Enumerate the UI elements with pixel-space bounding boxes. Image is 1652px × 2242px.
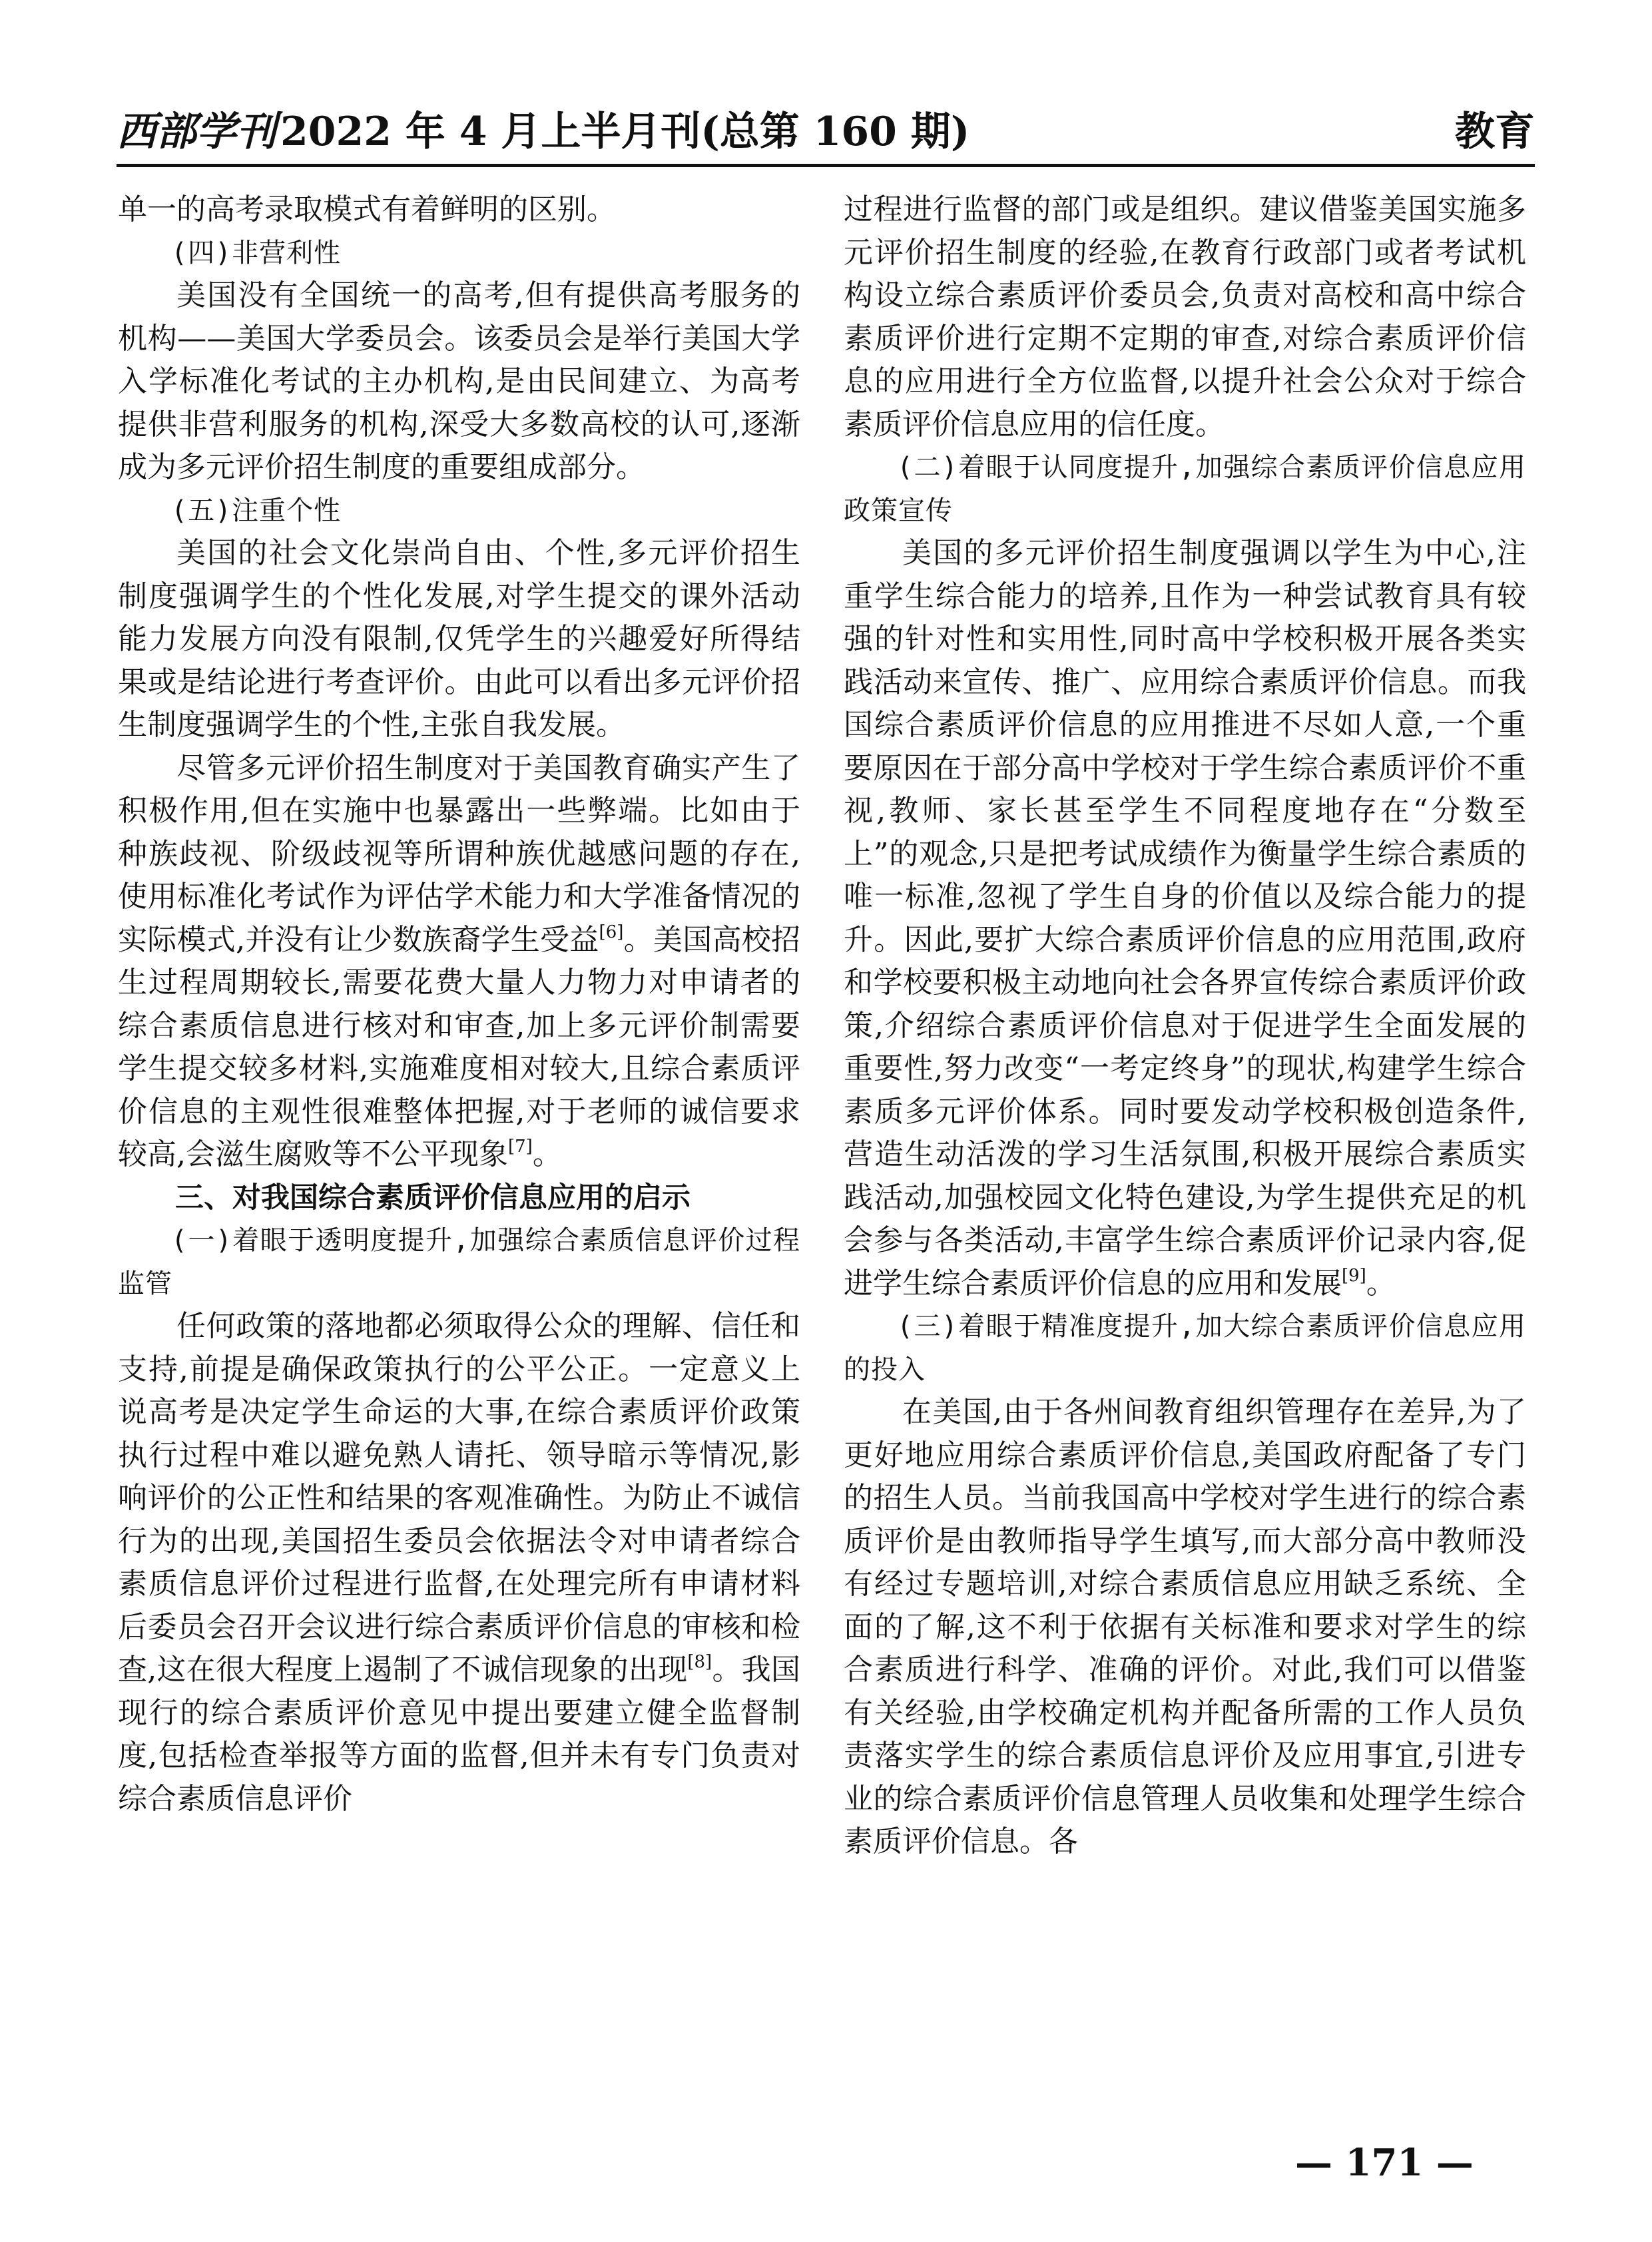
section-label: 教育 [1455,109,1535,155]
paragraph-text: 。 [532,1137,562,1171]
journal-title [117,105,969,158]
paragraph: 单一的高考录取模式有着鲜明的区别。 [118,192,616,226]
paragraph-text: 美国的多元评价招生制度强调以学生为中心,注重学生综合能力的培养,且作为一种尝试教育具有较强的针对性和实用性,同时高中学校积极开展各类实践活动来宣传、推广、应用综合素质评价信息。而我国综合素质评价信息的应用推进不尽如人意,一个重要原因在于部分高中学校对于学生综合素质评价不重视,教师、家长甚至学生不同程度地存在“分数至上”的观念,只是把考试成绩作为衡量学生综合素质的唯一标准,忽视了学生自身的价值以及综合能力的提升。因此,要扩大综合素质评价信息的应用范围,政府和学校要积极主动地向社会各界宣传综合素质评价政策,介绍综合素质评价信息对于促进学生全面发展的重要性,努力改变“一考定终身”的现状,构建学生综合素质多元评价体系。同时要发动学校积极创造条件,营造生动活泼的学习生活氛围,积极开展综合素质实践活动,加强校园文化特色建设,为学生提供充足的机会参与各类活动,丰富学生综合素质评价记录内容,促进学生综合素质评价信息的应用和发展 [844,536,1526,1300]
citation: [6] [599,922,624,942]
right-column [844,188,1526,1864]
journal-logo: 西部学刊 [117,109,276,155]
paragraph: 过程进行监督的部门或是组织。建议借鉴美国实施多元评价招生制度的经验,在教育行政部门或者考试机构设立综合素质评价委员会,负责对高校和高中综合素质评价进行定期不定期的审查,对综合素质评价信息的应用进行全方位监督,以提升社会公众对于综合素质评价信息应用的信任度。 [844,192,1526,441]
paragraph [118,747,800,1177]
running-header [117,105,1535,158]
section-heading: 三、对我国综合素质评价信息应用的启示 [175,1181,690,1215]
paragraph: 在美国,由于各州间教育组织管理存在差异,为了更好地应用综合素质评价信息,美国政府配备了专门的招生人员。当前我国高中学校对学生进行的综合素质评价是由教师指导学生填写,而大部分高中教师没有经过专题培训,对综合素质信息应用缺乏系统、全面的了解,这不利于依据有关标准和要求对学生的综合素质进行科学、准确的评价。对此,我们可以借鉴有关经验,由学校确定机构并配备所需的工作人员负责落实学生的综合素质信息评价及应用事宜,引进专业的综合素质评价信息管理人员收集和处理学生综合素质评价信息。各 [844,1395,1526,1858]
subsection-heading: (四)非营利性 [171,237,342,268]
paragraph-text: 。美国高校招生过程周期较长,需要花费大量人力物力对申请者的综合素质信息进行核对和审查,加上多元评价制需要学生提交较多材料,实施难度相对较大,且综合素质评价信息的主观性很难整体把握,对于老师的诚信要求较高,会滋生腐败等不公平现象 [118,922,800,1171]
paragraph [844,532,1526,1305]
subsection-heading: (五)注重个性 [171,495,342,526]
subsection-heading: (一)着眼于透明度提升,加强综合素质信息评价过程监管 [118,1225,800,1299]
issue-info: 2022 年 4 月上半月刊(总第 160 期) [280,109,970,155]
citation: [8] [687,1652,712,1672]
page-number: — 171 — [1295,2141,1474,2185]
subsection-heading: (二)着眼于认同度提升,加强综合素质评价信息应用政策宣传 [844,452,1526,526]
citation: [7] [508,1137,533,1157]
subsection-heading: (三)着眼于精准度提升,加大综合素质评价信息应用的投入 [844,1311,1526,1385]
paragraph-text: 。我国现行的综合素质评价意见中提出要建立健全监督制度,包括检查举报等方面的监督,但并未有专门负责对综合素质信息评价 [118,1653,800,1816]
paragraph-text: 任何政策的落地都必须取得公众的理解、信任和支持,前提是确保政策执行的公平公正。一定意义上说高考是决定学生命运的大事,在综合素质评价政策执行过程中难以避免熟人请托、领导暗示等情况,影响评价的公正性和结果的客观准确性。为防止不诚信行为的出现,美国招生委员会依据法令对申请者综合素质信息评价过程进行监督,在处理完所有申请材料后委员会召开会议进行综合素质评价信息的审核和检查,这在很大程度上遏制了不诚信现象的出现 [118,1309,800,1687]
paragraph-text: 尽管多元评价招生制度对于美国教育确实产生了积极作用,但在实施中也暴露出一些弊端。比如由于种族歧视、阶级歧视等所谓种族优越感问题的存在,使用标准化考试作为评估学术能力和大学准备情况的实际模式,并没有让少数族裔学生受益 [118,750,800,957]
paragraph-text: 。 [1366,1266,1396,1300]
header-rule [117,164,1535,167]
paragraph: 美国没有全国统一的高考,但有提供高考服务的机构——美国大学委员会。该委员会是举行美国大学入学标准化考试的主办机构,是由民间建立、为高考提供非营利服务的机构,深受大多数高校的认可,逐渐成为多元评价招生制度的重要组成部分。 [118,278,800,484]
citation: [9] [1342,1265,1366,1286]
left-column [118,188,800,1821]
paragraph [118,1305,800,1821]
paragraph: 美国的社会文化崇尚自由、个性,多元评价招生制度强调学生的个性化发展,对学生提交的课外活动能力发展方向没有限制,仅凭学生的兴趣爱好所得结果或是结论进行考查评价。由此可以看出多元评价招生制度强调学生的个性,主张自我发展。 [118,536,800,742]
